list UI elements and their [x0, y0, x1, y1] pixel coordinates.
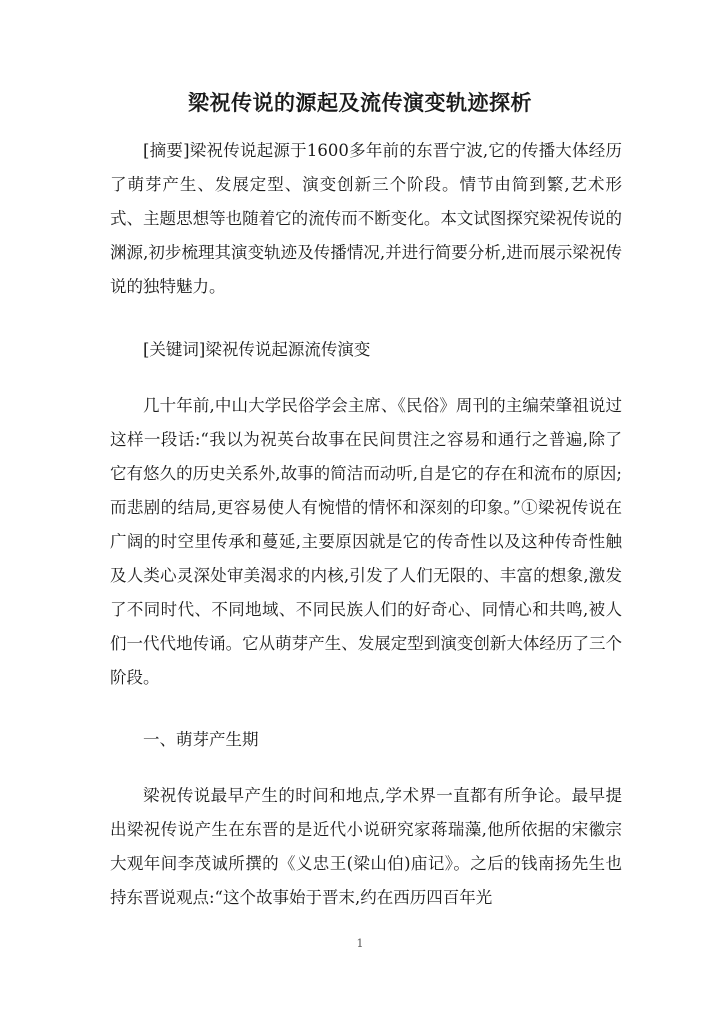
section-heading: 一、萌芽产生期: [143, 730, 259, 749]
document-title: 梁祝传说的源起及流传演变轨迹探析: [188, 91, 532, 115]
body-paragraph: 梁祝传说最早产生的时间和地点,学术界一直都有所争论。最早提出梁祝传说产生在东晋的是近代小说研究家蒋瑞藻,他所依据的宋徽宗大观年间李茂诚所撰的《义忠王(梁山伯)庙记》。之后的钱南扬先生也持东晋说观点:“这个故事始于晋末,约在西历四百年光: [110, 786, 622, 907]
page-number: 1: [356, 937, 364, 950]
abstract-paragraph: [摘要]梁祝传说起源于1600多年前的东晋宁波,它的传播大体经历了萌芽产生、发展定型、演变创新三个阶段。情节由简到繁,艺术形式、主题思想等也随着它的流传而不断变化。本文试图探究梁祝传说的渊源,初步梳理其演变轨迹及传播情况,并进行简要分析,进而展示梁祝传说的独特魅力。: [110, 141, 622, 296]
keywords-paragraph: [关键词]梁祝传说起源流传演变: [143, 340, 371, 359]
body-paragraph: 几十年前,中山大学民俗学会主席、《民俗》周刊的主编荣肇祖说过这样一段话:“我以为祝英台故事在民间贯注之容易和通行之普遍,除了它有悠久的历史关系外,故事的简洁而动听,自是它的存在和流布的原因;而悲剧的结局,更容易使人有惋惜的情怀和深刻的印象。”①梁祝传说在广阔的时空里传承和蔓延,主要原因就是它的传奇性以及这种传奇性触及人类心灵深处审美渴求的内核,引发了人们无限的、丰富的想象,激发了不同时代、不同地域、不同民族人们的好奇心、同情心和共鸣,被人们一代代地传诵。它从萌芽产生、发展定型到演变创新大体经历了三个阶段。: [110, 396, 622, 687]
